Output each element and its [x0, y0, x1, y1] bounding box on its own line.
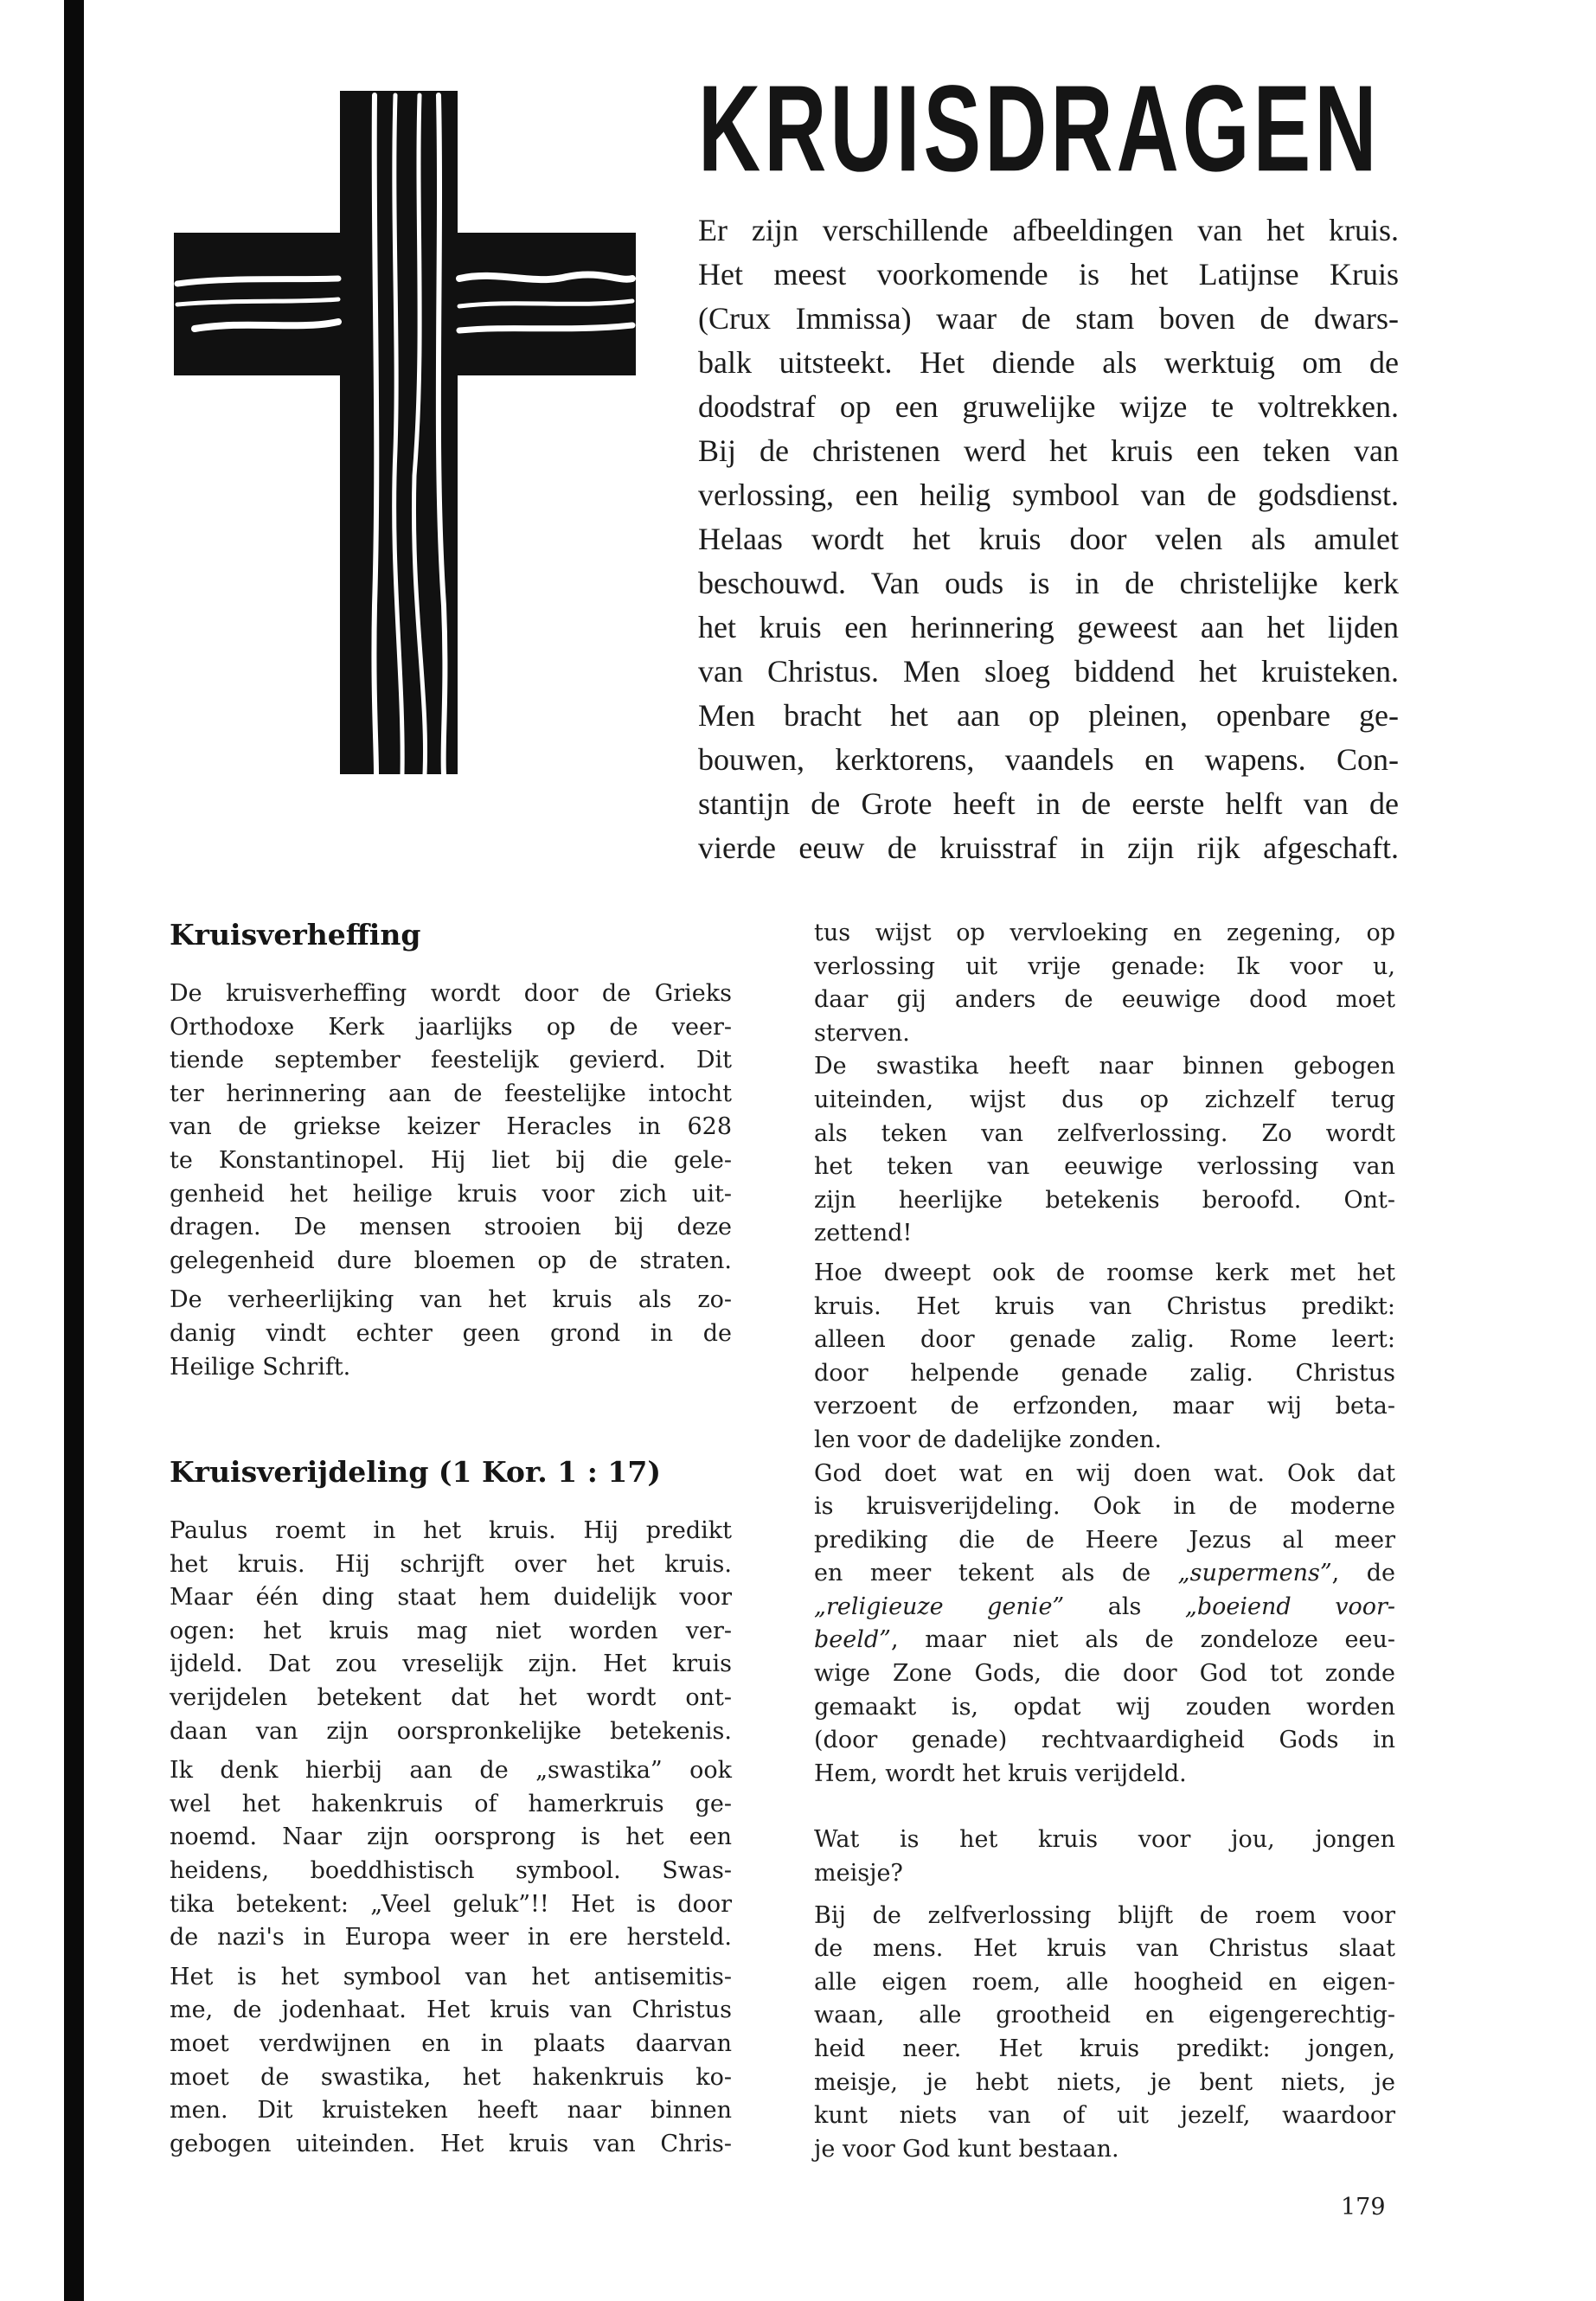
text-line: Bij de christenen werd het kruis een teken van — [698, 433, 1399, 468]
text-line: De kruisverheffing wordt door de Grieks — [170, 980, 732, 1007]
italic-text: „supermens” — [1177, 1560, 1332, 1587]
text-line: tiende september feestelijk gevierd. Dit — [170, 1047, 732, 1074]
text-line: De swastika heeft naar binnen gebogen — [814, 1053, 1395, 1080]
section-body-kruisverijdeling — [170, 1515, 732, 2161]
intro-paragraph — [698, 208, 1399, 870]
text-line: len voor de dadelijke zonden. — [814, 1426, 1162, 1453]
section-heading-kruisverijdeling: Kruisverijdeling (1 Kor. 1 : 17) — [170, 1455, 661, 1489]
text-line: door helpende genade zalig. Christus — [814, 1359, 1395, 1387]
text-line: gebogen uiteinden. Het kruis van Chris- — [170, 2130, 732, 2157]
text-line: Wat is het kruis voor jou, jongen — [814, 1826, 1395, 1854]
text-line: zijn heerlijke betekenis beroofd. Ont- — [814, 1186, 1395, 1214]
text-line: verijdelen betekent dat het wordt ont- — [170, 1683, 732, 1711]
text-line: alle eigen roem, alle hoogheid en eigen- — [814, 1968, 1395, 1996]
text-line: Hem, wordt het kruis verijdeld. — [814, 1759, 1187, 1787]
text-line: Het is het symbool van het antisemitis- — [170, 1963, 732, 1990]
text-line: De verheerlijking van het kruis als zo- — [170, 1286, 732, 1314]
text-line: me, de jodenhaat. Het kruis van Christus — [170, 1997, 732, 2024]
text-line: je voor God kunt bestaan. — [814, 2135, 1119, 2163]
text-line: van de griekse keizer Heracles in 628 — [170, 1113, 732, 1141]
text-line: stantijn de Grote heeft in de eerste helft van de — [698, 786, 1399, 821]
text-line: de nazi's in Europa weer in ere hersteld. — [170, 1924, 732, 1952]
text-segment: , maar niet als de zondeloze eeu- — [890, 1626, 1395, 1654]
text-line: dragen. De mensen strooien bij deze — [170, 1214, 732, 1241]
page-edge-bar — [64, 0, 84, 2301]
text-line: te Konstantinopel. Hij liet bij die gele- — [170, 1146, 732, 1174]
page-number: 179 — [1341, 2194, 1386, 2221]
text-line: sterven. — [814, 1019, 910, 1047]
text-line: bouwen, kerktorens, vaandels en wapens. Con- — [698, 742, 1399, 777]
text-line: Hoe dweept ook de roomse kerk met het — [814, 1259, 1395, 1286]
text-line: moet verdwijnen en in plaats daarvan — [170, 2029, 732, 2057]
text-line: uiteinden, wijst dus op zichzelf terug — [814, 1086, 1395, 1113]
text-line: het kruis. Hij schrijft over het kruis. — [170, 1550, 732, 1578]
text-line: Bij de zelfverlossing blijft de roem voor — [814, 1901, 1395, 1929]
text-line: daar gij anders de eeuwige dood moet — [814, 986, 1395, 1014]
italic-text: „boeiend voor- — [1184, 1593, 1395, 1620]
text-segment: , de — [1331, 1560, 1395, 1587]
text-line: tika betekent: „Veel geluk”!! Het is door — [170, 1890, 732, 1918]
text-line: als teken van zelfverlossing. Zo wordt — [814, 1119, 1395, 1147]
text-line: Men bracht het aan op pleinen, openbare ge- — [698, 698, 1399, 733]
text-line: meisje? — [814, 1860, 903, 1888]
text-line: verlossing, een heilig symbool van de godsdienst. — [698, 478, 1399, 512]
text-line: (Crux Immissa) waar de stam boven de dwars- — [698, 301, 1399, 336]
cross-grain-line — [459, 325, 632, 330]
section-body-kruisverheffing — [170, 977, 732, 1384]
text-line: kunt niets van of uit jezelf, waardoor — [814, 2102, 1395, 2130]
text-line — [814, 1591, 1395, 1625]
text-line — [814, 1624, 1395, 1657]
text-line: wel het hakenkruis of hamerkruis ge- — [170, 1790, 732, 1817]
text-segment: en meer tekent als de — [814, 1560, 1178, 1587]
text-line: noemd. Naar zijn oorsprong is het een — [170, 1823, 732, 1851]
section-heading-kruisverheffing: Kruisverheffing — [170, 918, 421, 952]
text-line: waan, alle grootheid en eigengerechtig- — [814, 2002, 1395, 2029]
paragraph — [814, 1050, 1395, 1251]
paragraph — [170, 977, 732, 1278]
text-line: tus wijst op vervloeking en zegening, op — [814, 920, 1395, 946]
cross-grain-line — [374, 95, 376, 774]
text-line: zettend! — [814, 1220, 913, 1247]
text-line: wige Zone Gods, die door God tot zonde — [814, 1660, 1395, 1688]
text-line: gemaakt is, opdat wij zouden worden — [814, 1693, 1395, 1721]
italic-text: „religieuze genie” — [814, 1593, 1065, 1620]
text-line: Ik denk hierbij aan de „swastika” ook — [170, 1757, 732, 1785]
italic-text: beeld” — [814, 1626, 891, 1654]
paragraph — [814, 1458, 1395, 1791]
text-line: (door genade) rechtvaardigheid Gods in — [814, 1727, 1395, 1754]
text-line: is kruisverijdeling. Ook in de moderne — [814, 1493, 1395, 1521]
text-line: heidens, boeddhistisch symbool. Swas- — [170, 1856, 732, 1884]
text-line: genheid het heilige kruis voor zich uit- — [170, 1180, 732, 1208]
text-line: Maar één ding staat hem duidelijk voor — [170, 1584, 732, 1612]
page-title: KRUISDRAGEN — [698, 60, 1381, 198]
paragraph — [170, 1754, 732, 1955]
text-line: Het meest voorkomende is het Latijnse Kruis — [698, 257, 1399, 292]
text-line: kruis. Het kruis van Christus predikt: — [814, 1292, 1395, 1320]
text-line: God doet wat en wij doen wat. Ook dat — [814, 1459, 1395, 1487]
text-line: balk uitsteekt. Het diende als werktuig om de — [698, 345, 1399, 380]
text-line: Paulus roemt in het kruis. Hij predikt — [170, 1517, 732, 1544]
text-line: ijdeld. Dat zou vreselijk zijn. Het kruis — [170, 1650, 732, 1678]
text-line: meisje, je hebt niets, je bent niets, je — [814, 2068, 1395, 2096]
cross-illustration — [169, 87, 644, 779]
text-line: Orthodoxe Kerk jaarlijks op de veer- — [170, 1013, 732, 1041]
text-line: doodstraf op een gruwelijke wijze te voltrekken. — [698, 389, 1399, 424]
paragraph — [814, 1257, 1395, 1458]
text-line: Heilige Schrift. — [170, 1353, 351, 1381]
paragraph — [170, 1284, 732, 1384]
paragraph — [814, 1900, 1395, 2167]
text-line: het kruis een herinnering geweest aan het lijden — [698, 610, 1399, 644]
text-line — [814, 1557, 1395, 1591]
paragraph — [814, 917, 1395, 1050]
text-line: danig vindt echter geen grond in de — [170, 1319, 732, 1347]
paragraph — [170, 1961, 732, 2162]
text-line: alleen door genade zalig. Rome leert: — [814, 1326, 1395, 1354]
text-line: beschouwd. Van ouds is in de christelijke kerk — [698, 566, 1399, 600]
text-line: het teken van eeuwige verlossing van — [814, 1153, 1395, 1181]
text-line: Er zijn verschillende afbeeldingen van het kruis. — [698, 213, 1399, 247]
text-line: van Christus. Men sloeg biddend het kruisteken. — [698, 654, 1399, 689]
text-segment: als — [1064, 1593, 1185, 1620]
text-line: verlossing uit vrije genade: Ik voor u, — [814, 952, 1395, 980]
right-column-body — [814, 917, 1395, 2166]
text-line: daan van zijn oorspronkelijke betekenis. — [170, 1717, 732, 1745]
text-line: ter herinnering aan de feestelijke intocht — [170, 1080, 732, 1107]
text-line: moet de swastika, het hakenkruis ko- — [170, 2063, 732, 2091]
text-line: gelegenheid dure bloemen op de straten. — [170, 1247, 732, 1274]
text-line: ogen: het kruis mag niet worden ver- — [170, 1617, 732, 1644]
cross-grain-line — [195, 322, 338, 329]
text-line: men. Dit kruisteken heeft naar binnen — [170, 2097, 732, 2125]
paragraph — [170, 1515, 732, 1748]
text-line: vierde eeuw de kruisstraf in zijn rijk afgeschaft. — [698, 830, 1399, 865]
text-line: verzoent de erfzonden, maar wij beta- — [814, 1393, 1395, 1420]
text-line: Helaas wordt het kruis door velen als amulet — [698, 522, 1399, 556]
text-line: prediking die de Heere Jezus al meer — [814, 1526, 1395, 1554]
paragraph — [814, 1823, 1395, 1890]
text-line: de mens. Het kruis van Christus slaat — [814, 1935, 1395, 1963]
text-line: heid neer. Het kruis predikt: jongen, — [814, 2035, 1395, 2062]
